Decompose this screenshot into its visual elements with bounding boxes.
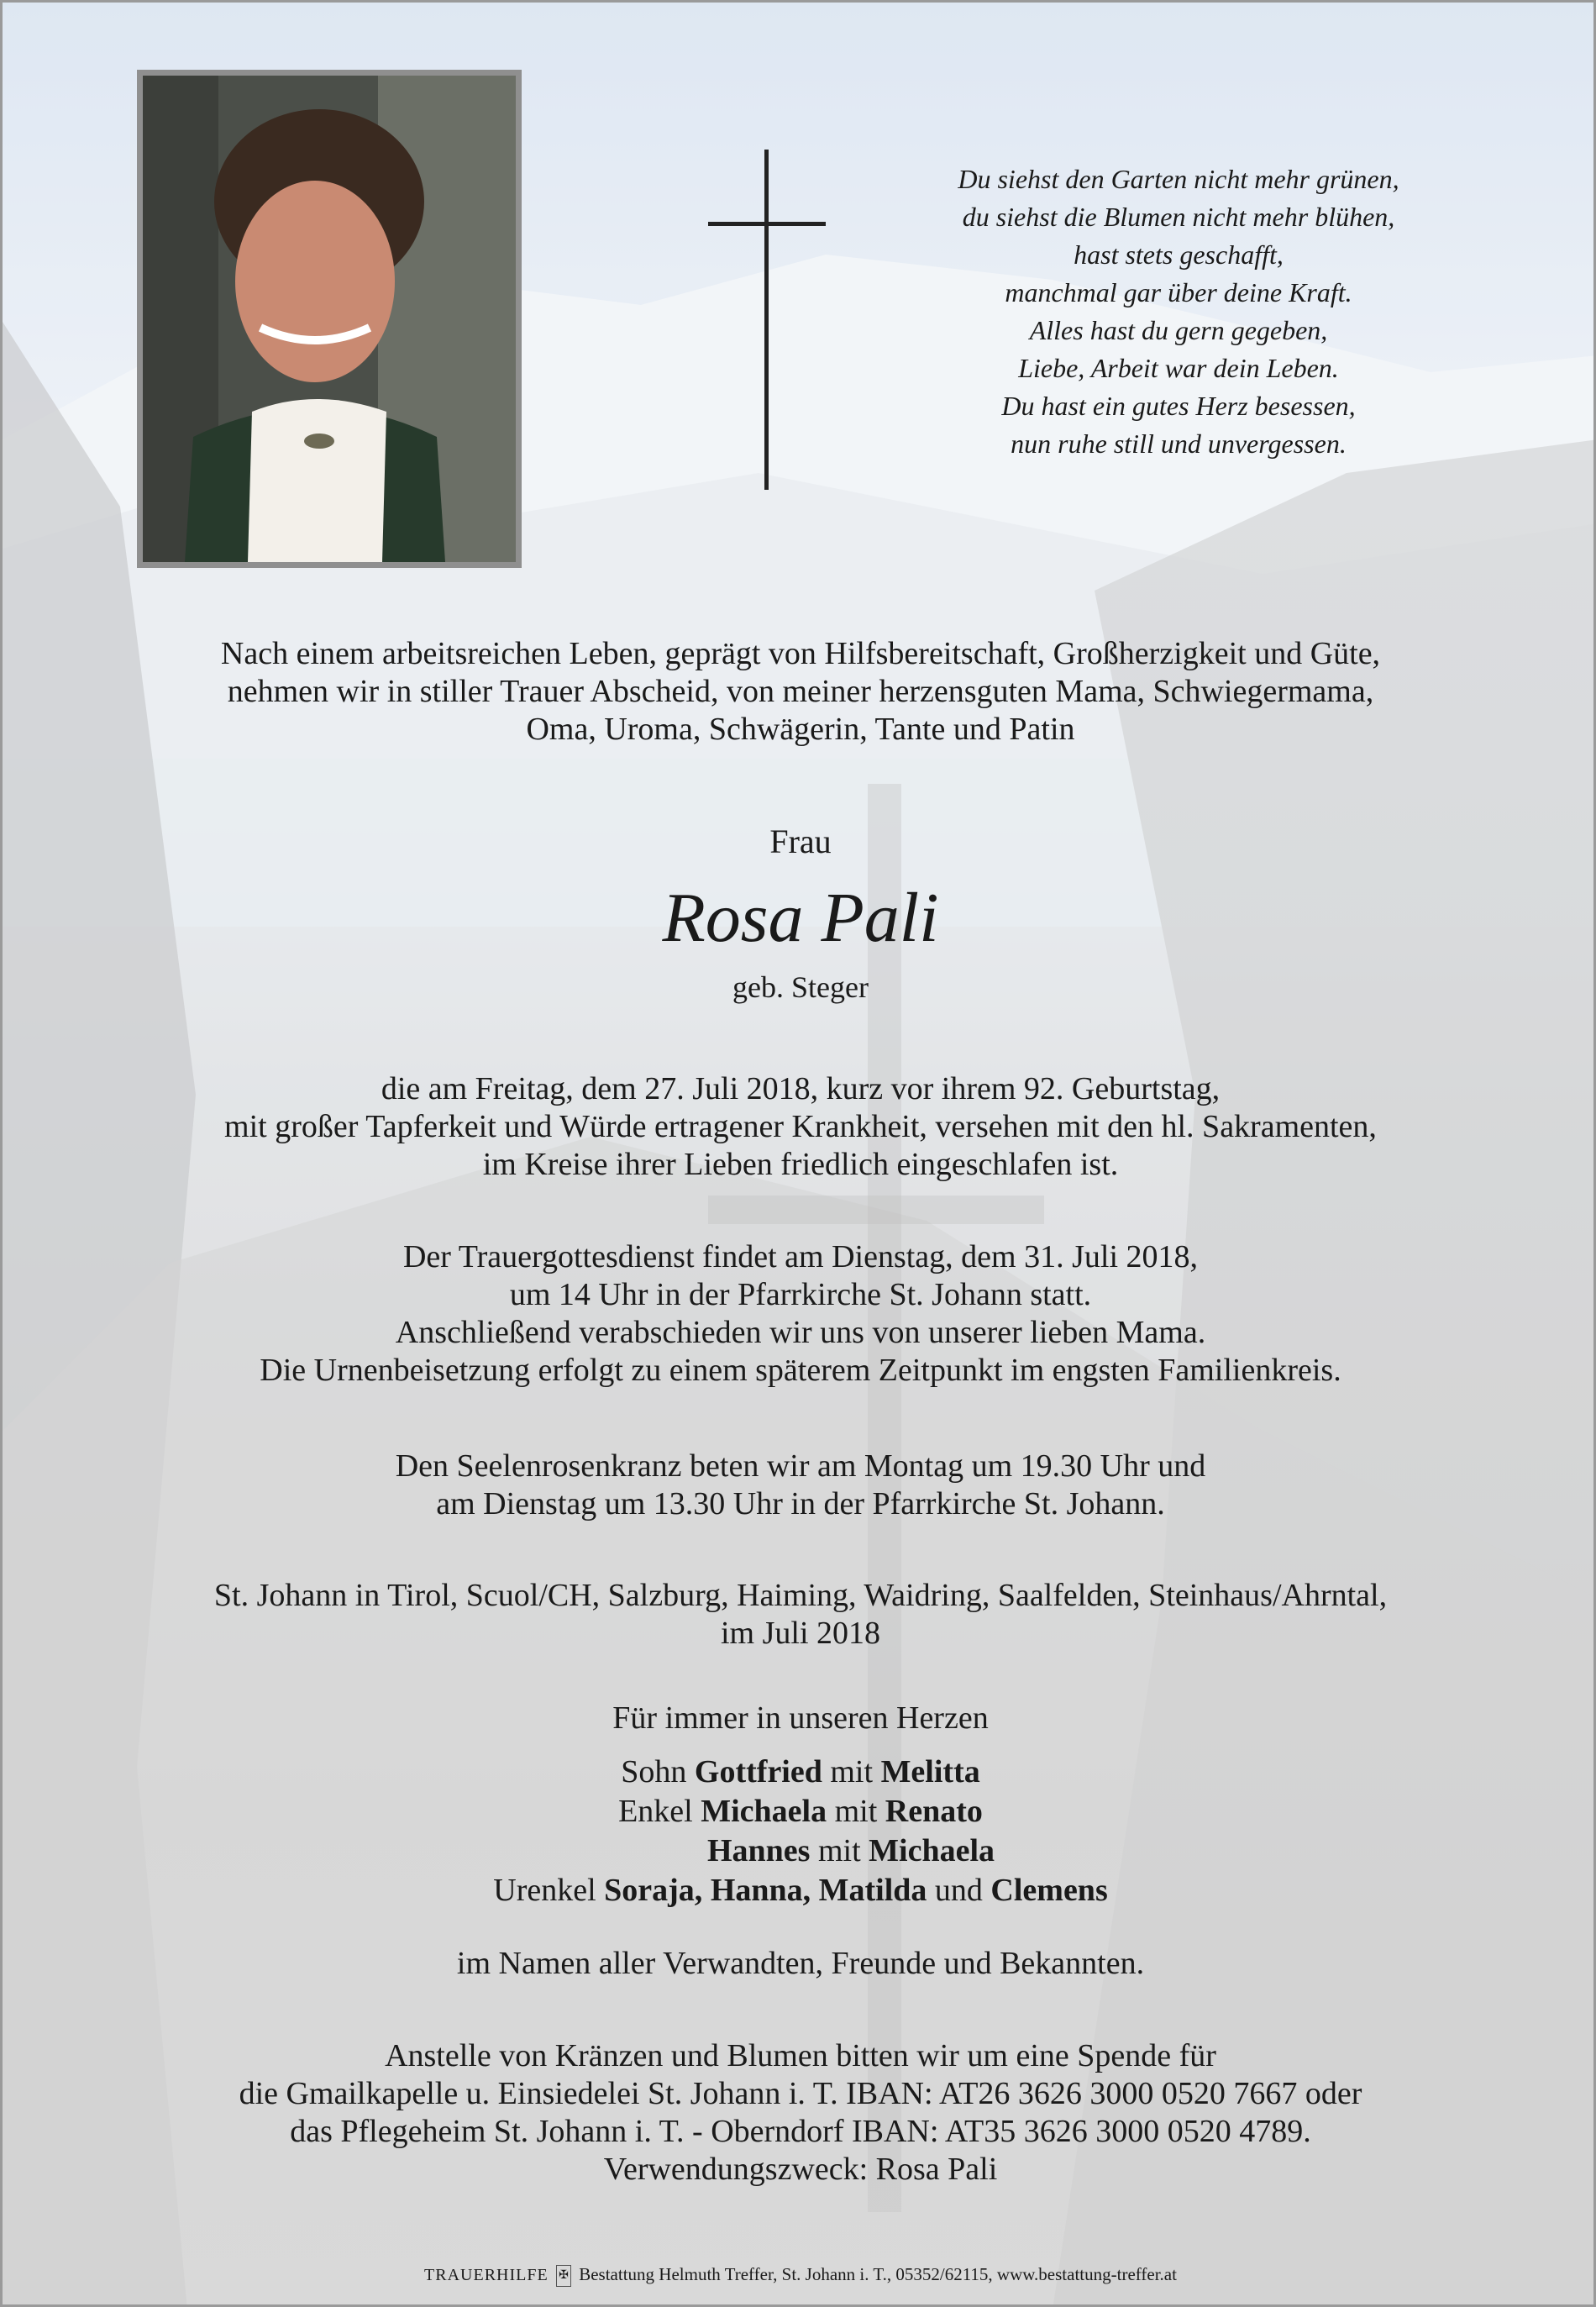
connector: und bbox=[934, 1873, 983, 1908]
cross-icon bbox=[708, 150, 826, 490]
relation-label: Enkel bbox=[618, 1794, 693, 1829]
mourner-line-son bbox=[3, 1753, 1596, 1792]
service-line: Anschließend verabschieden wir uns von unserer lieben Mama. bbox=[395, 1315, 1206, 1350]
intro-line: Oma, Uroma, Schwägerin, Tante und Patin bbox=[526, 712, 1075, 747]
death-notice bbox=[3, 1070, 1596, 1184]
donation-line: die Gmailkapelle u. Einsiedelei St. Johann i. T. IBAN: AT26 3626 3000 0520 7667 oder bbox=[239, 2076, 1362, 2111]
intro-paragraph bbox=[3, 635, 1596, 749]
salutation: Frau bbox=[769, 822, 832, 860]
intro-line: Nach einem arbeitsreichen Leben, geprägt von Hilfsbereitschaft, Großherzigkeit und Güte, bbox=[220, 636, 1381, 671]
footer-brand: TRAUERHILFE bbox=[424, 2266, 549, 2284]
poem-line: du siehst die Blumen nicht mehr blühen, bbox=[962, 202, 1395, 232]
relation-label: Sohn bbox=[621, 1754, 687, 1789]
logo-icon: ✠ bbox=[556, 2265, 571, 2287]
date-line: im Juli 2018 bbox=[720, 1616, 881, 1651]
intro-line: nehmen wir in stiller Trauer Abscheid, von meiner herzensguten Mama, Schwiegermama, bbox=[227, 674, 1374, 709]
mourner-name: Hannes bbox=[706, 1833, 811, 1868]
funeral-home-footer bbox=[3, 2264, 1596, 2287]
rosary-line: Den Seelenrosenkranz beten wir am Montag um 19.30 Uhr und bbox=[395, 1448, 1206, 1484]
mourner-name: Clemens bbox=[990, 1873, 1108, 1908]
mourners-list bbox=[3, 1753, 1596, 1910]
deceased-name: Rosa Pali bbox=[662, 879, 939, 957]
poem-line: Du siehst den Garten nicht mehr grünen, bbox=[958, 164, 1399, 194]
deceased-portrait-photo bbox=[137, 70, 522, 568]
donation-line: Anstelle von Kränzen und Blumen bitten wir um eine Spende für bbox=[385, 2038, 1216, 2073]
maiden-name: geb. Steger bbox=[732, 970, 869, 1004]
donation-line: Verwendungszweck: Rosa Pali bbox=[603, 2152, 998, 2187]
death-notice-line: mit großer Tapferkeit und Würde ertragener Krankheit, versehen mit den hl. Sakramenten, bbox=[224, 1109, 1377, 1144]
connector: mit bbox=[817, 1833, 861, 1868]
rosary-line: am Dienstag um 13.30 Uhr in der Pfarrkirche St. Johann. bbox=[436, 1486, 1165, 1521]
connector: mit bbox=[834, 1794, 878, 1829]
poem-line: hast stets geschafft, bbox=[1074, 239, 1284, 270]
donation-line: das Pflegeheim St. Johann i. T. - Oberndorf IBAN: AT35 3626 3000 0520 4789. bbox=[290, 2114, 1311, 2149]
mourner-name: Hanna, bbox=[710, 1873, 811, 1908]
connector: mit bbox=[830, 1754, 874, 1789]
poem-line: manchmal gar über deine Kraft. bbox=[1005, 277, 1352, 307]
footer-contact: Bestattung Helmuth Treffer, St. Johann i. T., 05352/62115, www.bestattung-treffer.at bbox=[579, 2264, 1177, 2284]
mourner-name: Soraja, bbox=[604, 1873, 703, 1908]
rosary-info bbox=[3, 1448, 1596, 1523]
relatives-line: im Namen aller Verwandten, Freunde und Bekannten. bbox=[456, 1946, 1145, 1981]
mourner-name: Michaela bbox=[701, 1794, 827, 1829]
relation-label: Urenkel bbox=[493, 1873, 596, 1908]
death-notice-line: im Kreise ihrer Lieben friedlich eingeschlafen ist. bbox=[482, 1147, 1119, 1182]
mourner-name: Melitta bbox=[880, 1754, 980, 1789]
donation-request bbox=[3, 2037, 1596, 2189]
service-line: Der Trauergottesdienst findet am Dienstag, dem 31. Juli 2018, bbox=[402, 1239, 1198, 1274]
mourner-line-grandchild bbox=[3, 1792, 1596, 1831]
death-notice-line: die am Freitag, dem 27. Juli 2018, kurz vor ihrem 92. Geburtstag, bbox=[381, 1071, 1221, 1106]
service-line: um 14 Uhr in der Pfarrkirche St. Johann statt. bbox=[509, 1277, 1092, 1312]
places-and-date bbox=[3, 1577, 1596, 1653]
mourner-line-grandchild bbox=[3, 1831, 1596, 1871]
mourner-name: Renato bbox=[885, 1794, 983, 1829]
poem-line: Du hast ein gutes Herz besessen, bbox=[1001, 391, 1356, 421]
poem-line: nun ruhe still und unvergessen. bbox=[1011, 428, 1347, 459]
service-line: Die Urnenbeisetzung erfolgt zu einem späterem Zeitpunkt im engsten Familienkreis. bbox=[260, 1353, 1341, 1388]
poem-line: Liebe, Arbeit war dein Leben. bbox=[1018, 353, 1339, 383]
memorial-poem bbox=[876, 160, 1481, 463]
poem-line: Alles hast du gern gegeben, bbox=[1029, 315, 1328, 345]
mourner-name: Gottfried bbox=[694, 1754, 822, 1789]
funeral-service-info bbox=[3, 1238, 1596, 1390]
mourner-name: Michaela bbox=[869, 1833, 995, 1868]
places-line: St. Johann in Tirol, Scuol/CH, Salzburg, Haiming, Waidring, Saalfelden, Steinhaus/Ahrntal, bbox=[213, 1578, 1388, 1613]
mourner-name: Matilda bbox=[818, 1873, 927, 1908]
mourner-line-great-grandchildren bbox=[3, 1871, 1596, 1910]
in-our-hearts-line: Für immer in unseren Herzen bbox=[612, 1700, 989, 1736]
